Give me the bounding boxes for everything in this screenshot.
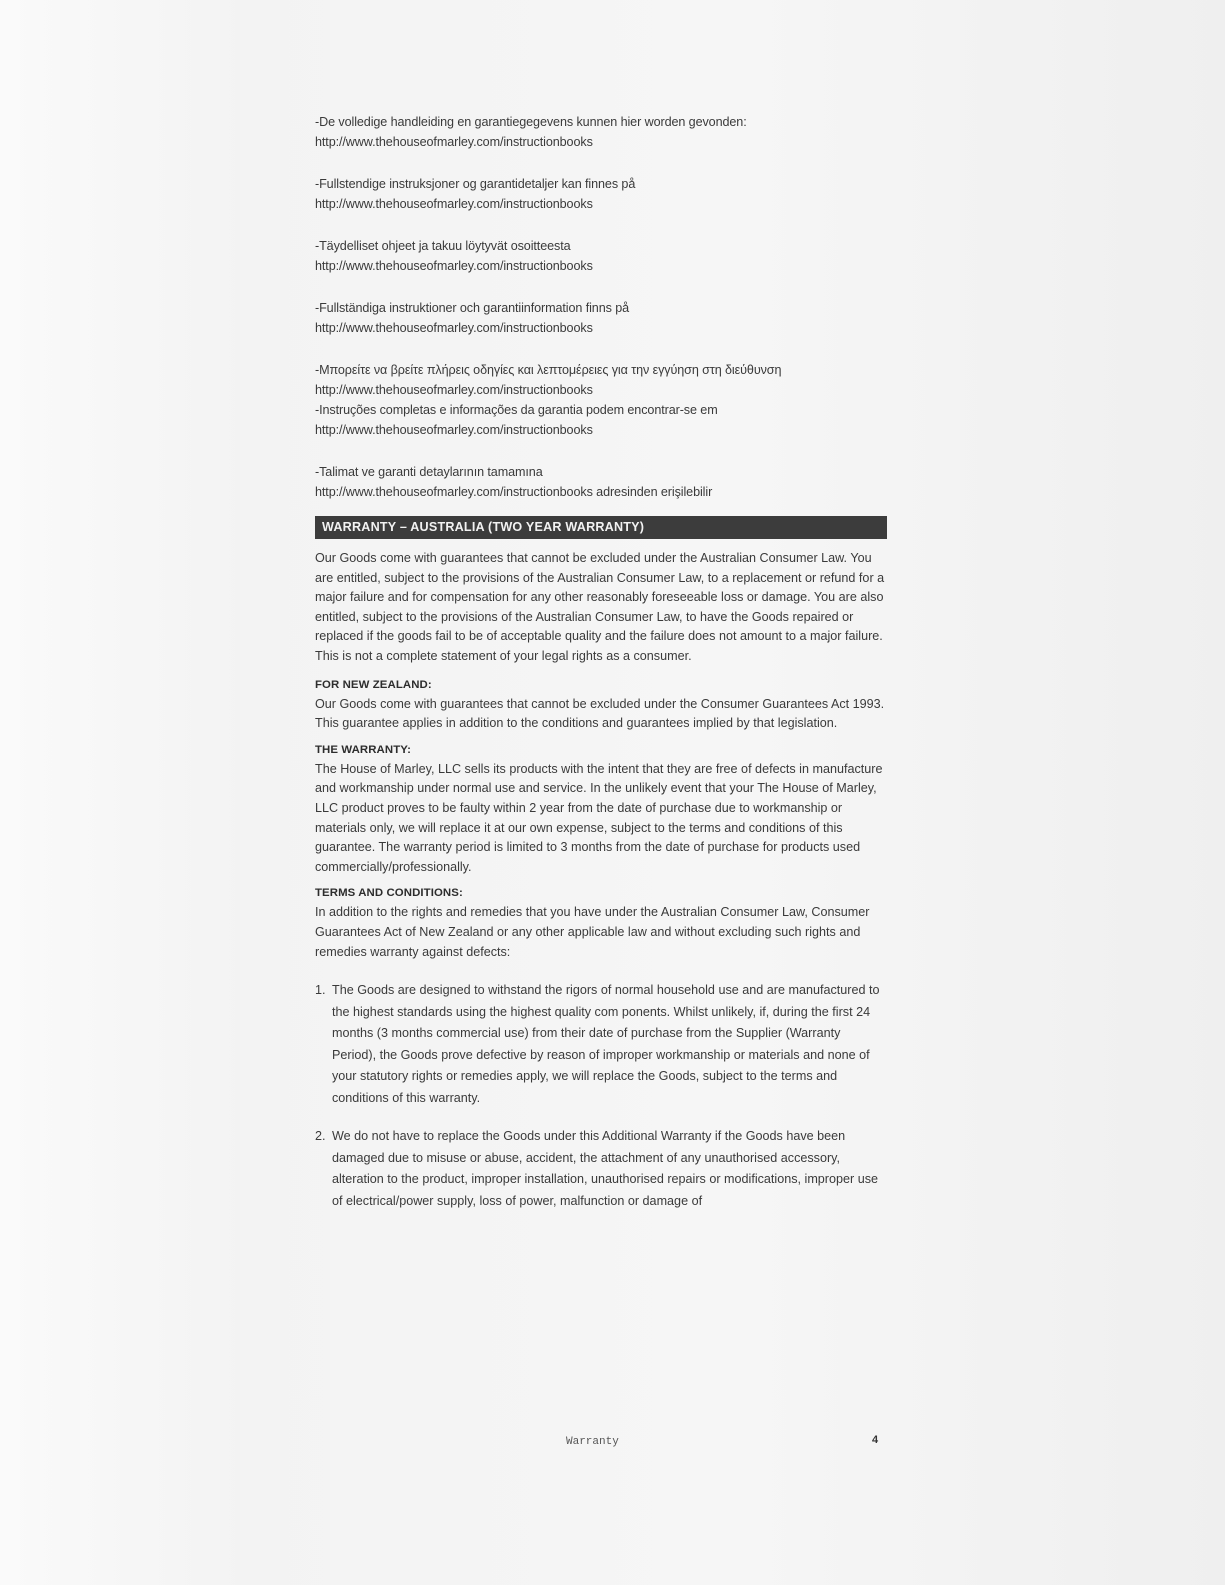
intro-paragraph: Our Goods come with guarantees that cannot be excluded under the Australian Consumer Law. You are entitled, subject to the provisions of the Australian Consumer Law, to a replacement or refund for a major failure and for compensation for any other reasonably foreseeable loss or damage. You are also entitled, subject to the provisions of the Australian Consumer Law, to have the Goods repaired or replaced if the goods fail to be of acceptable quality and the failure does not amount to a major failure. This is not a complete statement of your legal rights as a consumer. <box>315 551 885 663</box>
note-url: http://www.thehouseofmarley.com/instructionbooks adresinden erişilebilir <box>315 485 713 499</box>
warranty-heading: THE WARRANTY: <box>315 743 411 756</box>
note-text: -Fullständiga instruktioner och garantiinformation finns på <box>315 301 630 315</box>
note-url: http://www.thehouseofmarley.com/instructionbooks <box>315 197 593 211</box>
multilingual-note-portuguese <box>315 400 887 440</box>
note-url: http://www.thehouseofmarley.com/instructionbooks <box>315 135 593 149</box>
terms-paragraph: In addition to the rights and remedies that you have under the Australian Consumer Law, Consumer Guarantees Act of New Zealand or any other applicable law and without excluding such rights and remedies warranty against defects: <box>315 905 870 959</box>
note-text: -Talimat ve garanti detaylarının tamamına <box>315 465 543 479</box>
section-heading-bar: WARRANTY – AUSTRALIA (TWO YEAR WARRANTY) <box>315 516 887 539</box>
note-text: -Instruções completas e informações da garantia podem encontrar-se em <box>315 403 718 417</box>
multilingual-note-swedish <box>315 298 887 338</box>
footer-section-label: Warranty <box>566 1436 619 1448</box>
note-text: -Täydelliset ohjeet ja takuu löytyvät osoitteesta <box>315 239 571 253</box>
list-number: 1. <box>315 983 326 998</box>
terms-list <box>315 980 887 1212</box>
list-item <box>315 1126 887 1212</box>
multilingual-note-norwegian <box>315 174 887 214</box>
note-url: http://www.thehouseofmarley.com/instructionbooks <box>315 321 593 335</box>
list-item <box>315 980 887 1109</box>
note-text: -Μπορείτε να βρείτε πλήρεις οδηγίες και λεπτομέρειες για την εγγύηση στη διεύθυνση http://www.thehouseofmarley.com/instructionbooks <box>315 363 782 397</box>
multilingual-note-greek <box>315 360 887 400</box>
nz-paragraph: Our Goods come with guarantees that cannot be excluded under the Consumer Guarantees Act 1993. This guarantee applies in addition to the conditions and guarantees implied by that legislation. <box>315 696 885 731</box>
content-column <box>315 112 887 1229</box>
list-text: We do not have to replace the Goods under this Additional Warranty if the Goods have been damaged due to misuse or abuse, accident, the attachment of any unauthorised accessory, alteration to the product, improper installation, unauthorised repairs or modifications, improper use of electrical/power supply, loss of power, malfunction or damage of <box>332 1129 879 1208</box>
note-url: http://www.thehouseofmarley.com/instructionbooks <box>315 423 593 437</box>
page-number: 4 <box>872 1434 879 1446</box>
nz-heading: FOR NEW ZEALAND: <box>315 678 432 691</box>
note-text: -De volledige handleiding en garantiegegevens kunnen hier worden gevonden: <box>315 115 747 129</box>
list-number: 2. <box>315 1129 326 1144</box>
terms-heading: TERMS AND CONDITIONS: <box>315 887 463 900</box>
multilingual-note-dutch <box>315 112 887 152</box>
multilingual-note-finnish <box>315 236 887 276</box>
note-url: http://www.thehouseofmarley.com/instructionbooks <box>315 259 593 273</box>
list-text: The Goods are designed to withstand the rigors of normal household use and are manufactured to the highest standards using the highest quality com ponents. Whilst unlikely, if, during the first 24 months (3 months commercial use) from their date of purchase from the Supplier (Warranty Period), the Goods prove defective by reason of improper workmanship or materials and none of your statutory rights or remedies apply, we will replace the Goods, subject to the terms and conditions of this warranty. <box>332 983 880 1105</box>
warranty-paragraph: The House of Marley, LLC sells its products with the intent that they are free of defects in manufacture and workmanship under normal use and service. In the unlikely event that your The House of Marley, LLC product proves to be faulty within 2 year from the date of purchase due to workmanship or materials only, we will replace it at our own expense, subject to the terms and conditions of this guarantee. The warranty period is limited to 3 months from the date of purchase for products used commercially/professionally. <box>315 761 883 874</box>
multilingual-note-turkish <box>315 462 887 502</box>
note-text: -Fullstendige instruksjoner og garantidetaljer kan finnes på <box>315 177 636 191</box>
